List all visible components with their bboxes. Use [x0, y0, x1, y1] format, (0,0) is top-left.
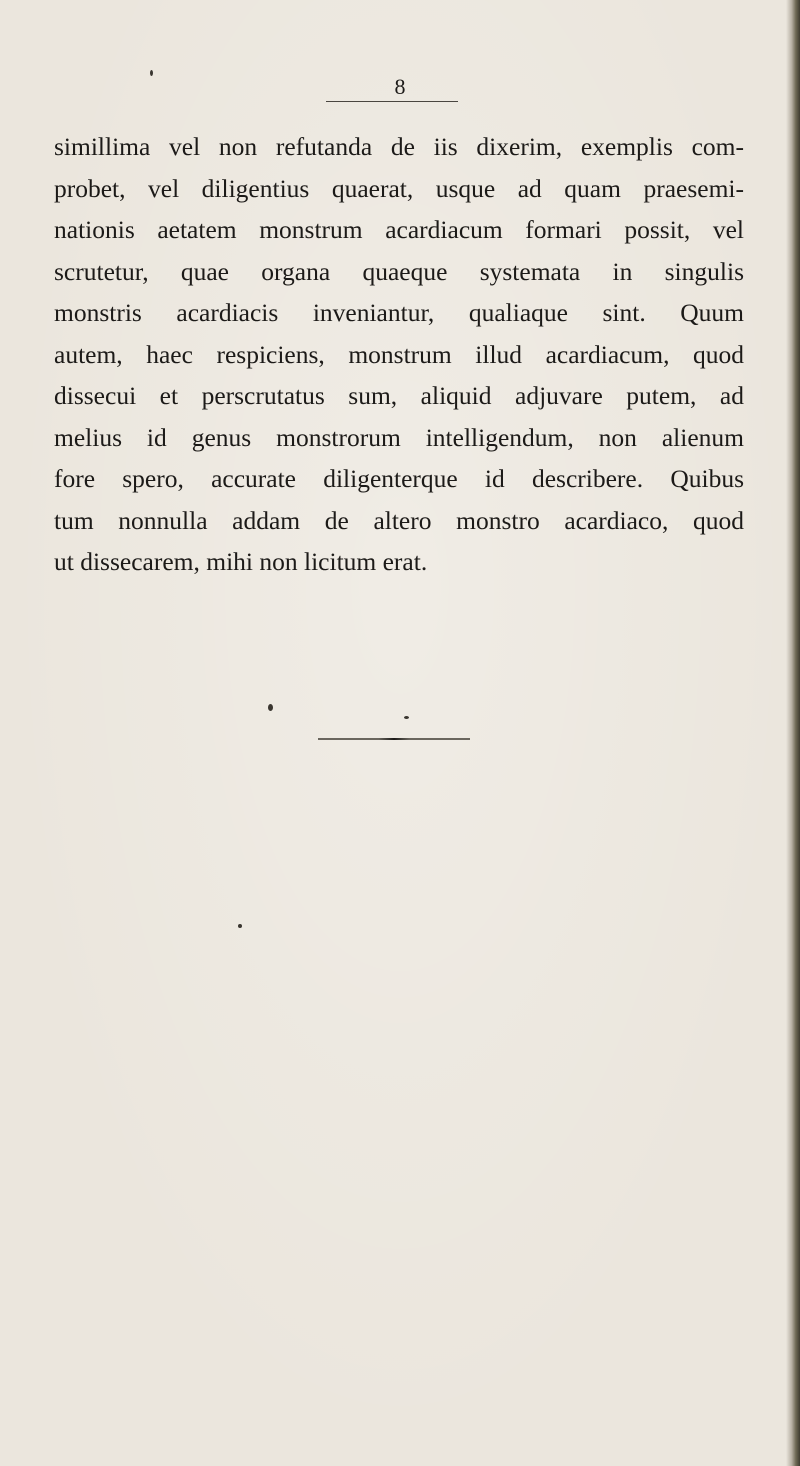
text-line: melius id genus monstrorum intelligendum, non alienum	[54, 422, 744, 452]
ink-speck	[238, 924, 242, 928]
text-line: probet, vel diligentius quaerat, usque ad quam praesemi-	[54, 173, 744, 203]
text-line: dissecui et perscrutatus sum, aliquid adjuvare putem, ad	[54, 381, 744, 410]
text-line: simillima vel non refutanda de iis dixerim, exemplis com-	[54, 132, 744, 161]
page-edge-shadow	[786, 0, 800, 1466]
text-line: nationis aetatem monstrum acardiacum formari possit, vel	[54, 215, 744, 244]
text-line: fore spero, accurate diligenterque id describere. Quibus	[54, 464, 744, 493]
body-paragraph	[54, 126, 744, 583]
text-line: autem, haec respiciens, monstrum illud acardiacum, quod	[54, 339, 744, 369]
ink-speck	[150, 70, 153, 76]
page-number: 8	[394, 74, 406, 99]
text-line: scrutetur, quae organa quaeque systemata in singulis	[54, 256, 744, 286]
text-line: tum nonnulla addam de altero monstro acardiaco, quod	[54, 505, 744, 535]
text-line: ut dissecarem, mihi non licitum erat.	[54, 547, 428, 576]
page-number-rule	[326, 101, 458, 102]
ink-speck	[268, 704, 273, 711]
section-end-rule	[318, 738, 470, 740]
ink-speck	[404, 716, 409, 719]
text-line: monstris acardiacis inveniantur, qualiaque sint. Quum	[54, 298, 744, 327]
